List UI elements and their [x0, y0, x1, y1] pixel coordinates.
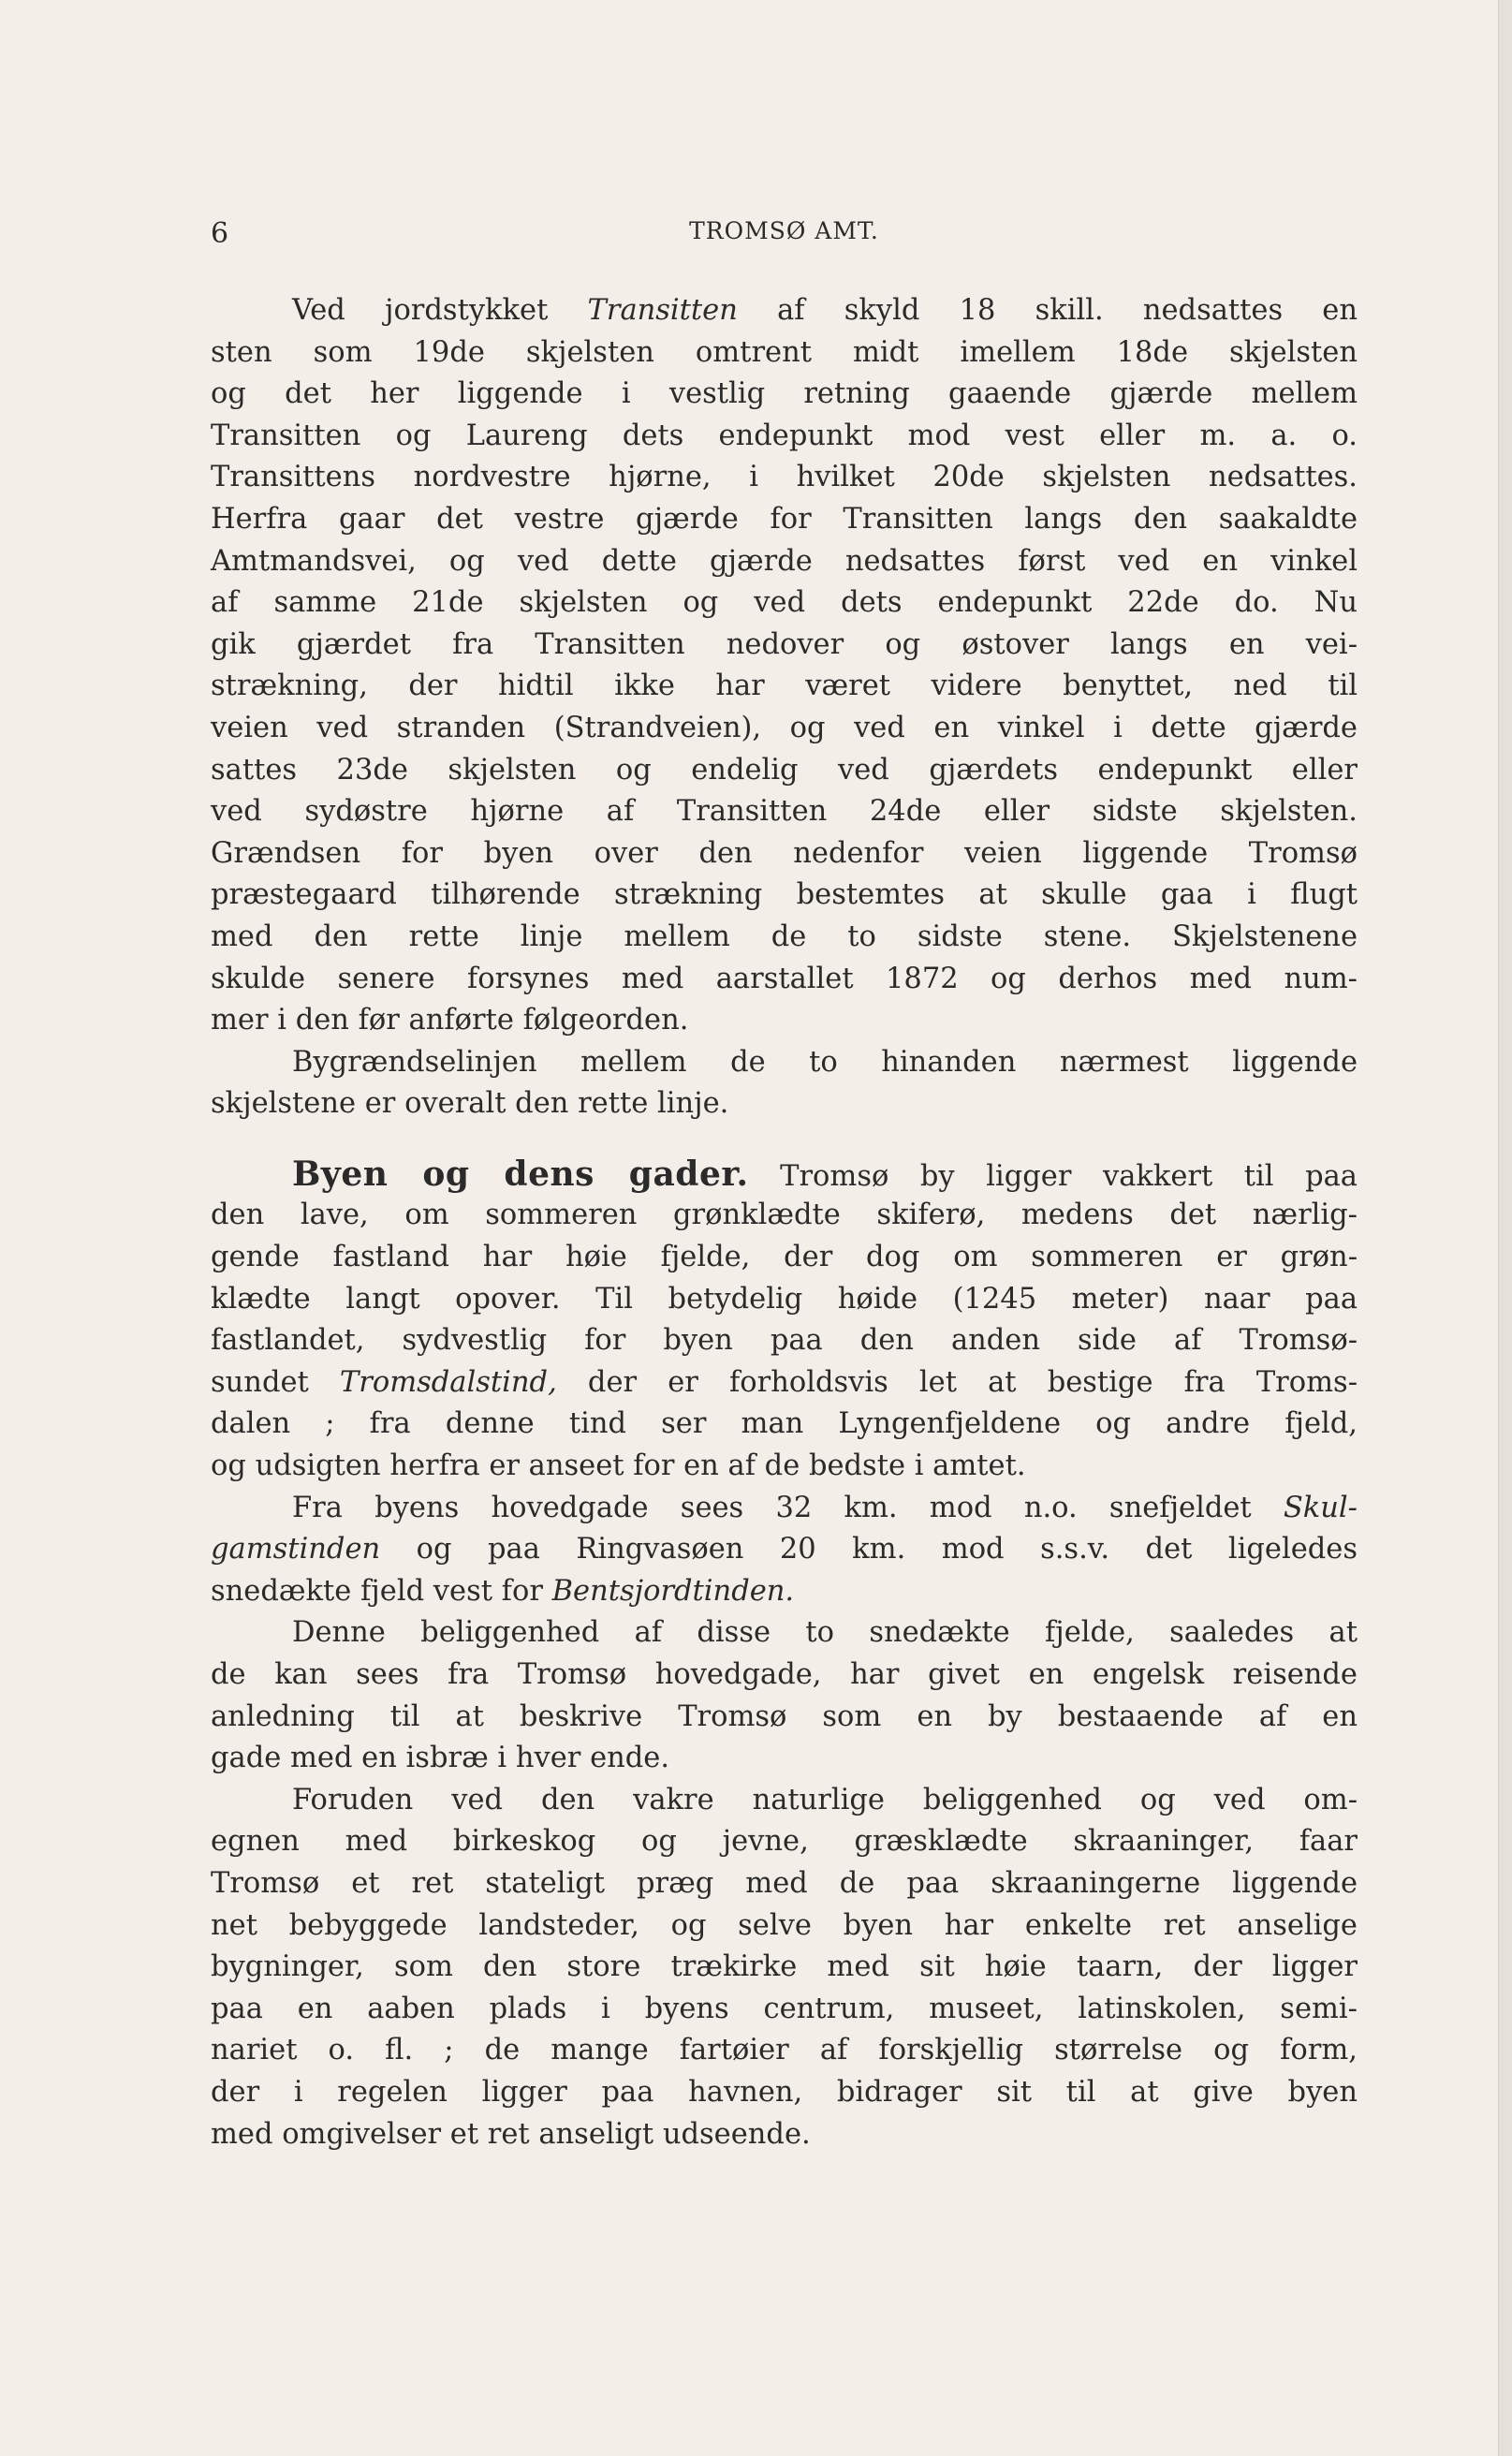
body-text [211, 290, 1358, 2155]
page-number: 6 [211, 217, 229, 250]
place-name: gamstinden [211, 1533, 381, 1566]
text-line: med den rette linje mellem de to sidste stene. Skjelstenene [211, 919, 1358, 953]
text-line: snedækte fjeld vest for Bentsjordtinden. [211, 1574, 795, 1608]
text-line: fastlandet, sydvestlig for byen paa den anden side af Tromsø- [211, 1324, 1358, 1358]
text-line: gik gjærdet fra Transitten nedover og østover langs en vei- [211, 627, 1358, 661]
text-line: veien ved stranden (Strandveien), og ved en vinkel i dette gjærde [211, 711, 1358, 744]
text-line: paa en aaben plads i byens centrum, museet, latinskolen, semi- [211, 1992, 1358, 2025]
running-title: TROMSØ AMT. [689, 217, 879, 244]
text-line: Denne beliggenhed af disse to snedækte fjelde, saaledes at [292, 1616, 1358, 1650]
text-line: sundet Tromsdalstind, der er forholdsvis let at bestige fra Troms- [211, 1365, 1358, 1399]
text-line: gende fastland har høie fjelde, der dog om sommeren er grøn- [211, 1241, 1358, 1274]
text-line: og det her liggende i vestlig retning gaaende gjærde mellem [211, 377, 1358, 411]
text-line: Bygrændselinjen mellem de to hinanden nærmest liggende [292, 1045, 1358, 1079]
text-line: der i regelen ligger paa havnen, bidrager sit til at give byen [211, 2075, 1358, 2109]
text-line: Foruden ved den vakre naturlige beliggenhed og ved om- [292, 1783, 1358, 1816]
place-name: Skul- [1283, 1491, 1358, 1524]
text-line: gade med en isbræ i hver ende. [211, 1742, 670, 1775]
text-line: skulde senere forsynes med aarstallet 1872 og derhos med num- [211, 962, 1358, 995]
page-edge [1498, 0, 1512, 2456]
text-line: egnen med birkeskog og jevne, græsklædte skraaninger, faar [211, 1825, 1358, 1859]
text-line: den lave, om sommeren grønklædte skiferø, medens det nærlig- [211, 1199, 1358, 1232]
text-line: Transitten og Laureng dets endepunkt mod vest eller m. a. o. [211, 419, 1358, 452]
text-line: sten som 19de skjelsten omtrent midt imellem 18de skjelsten [211, 335, 1358, 369]
place-name: Tromsdalstind, [339, 1365, 557, 1399]
text-line: bygninger, som den store trækirke med sit høie taarn, der ligger [211, 1950, 1358, 1984]
text-line: Fra byens hovedgade sees 32 km. mod n.o. snefjeldet Skul- [292, 1491, 1358, 1524]
text-line: net bebyggede landsteder, og selve byen har enkelte ret anselige [211, 1908, 1358, 1942]
text-line: Tromsø et ret stateligt præg med de paa skraaningerne liggende [211, 1866, 1358, 1900]
text-line: klædte langt opover. Til betydelig høide (1245 meter) naar paa [211, 1282, 1358, 1316]
text-line: dalen ; fra denne tind ser man Lyngenfjeldene og andre fjeld, [211, 1407, 1358, 1441]
text-line: de kan sees fra Tromsø hovedgade, har givet en engelsk reisende [211, 1658, 1358, 1691]
text-line: mer i den før anførte følgeorden. [211, 1004, 689, 1037]
text-line: præstegaard tilhørende strækning bestemtes at skulle gaa i flugt [211, 878, 1358, 912]
text-line: Herfra gaar det vestre gjærde for Transitten langs den saakaldte [211, 502, 1358, 536]
text-line: nariet o. fl. ; de mange fartøier af forskjellig størrelse og form, [211, 2034, 1358, 2067]
text-line: anledning til at beskrive Tromsø som en by bestaaende af en [211, 1699, 1358, 1733]
text-line: ved sydøstre hjørne af Transitten 24de eller sidste skjelsten. [211, 795, 1358, 829]
text-line: Amtmandsvei, og ved dette gjærde nedsattes først ved en vinkel [211, 544, 1358, 578]
place-name: Transitten [587, 294, 738, 327]
text-line: sattes 23de skjelsten og endelig ved gjærdets endepunkt eller [211, 753, 1358, 787]
page-header [211, 217, 1358, 260]
text-line: strækning, der hidtil ikke har været videre benyttet, ned til [211, 669, 1358, 703]
text-line: Grændsen for byen over den nedenfor veien liggende Tromsø [211, 836, 1358, 870]
section-heading: Byen og dens gader. [292, 1154, 749, 1194]
text-line: Byen og dens gader. Tromsø by ligger vakkert til paa [292, 1154, 1358, 1194]
text-line: skjelstene er overalt den rette linje. [211, 1087, 729, 1121]
text-line: med omgivelser et ret anseligt udseende. [211, 2117, 811, 2151]
text-line: af samme 21de skjelsten og ved dets endepunkt 22de do. Nu [211, 586, 1358, 620]
text-line: Ved jordstykket Transitten af skyld 18 skill. nedsattes en [292, 294, 1358, 327]
place-name: Bentsjordtinden. [551, 1574, 795, 1608]
text-line: og udsigten herfra er anseet for en af de bedste i amtet. [211, 1449, 1026, 1483]
text-line: gamstinden og paa Ringvasøen 20 km. mod s.s.v. det ligeledes [211, 1533, 1358, 1566]
text-line: Transittens nordvestre hjørne, i hvilket 20de skjelsten nedsattes. [211, 461, 1358, 494]
